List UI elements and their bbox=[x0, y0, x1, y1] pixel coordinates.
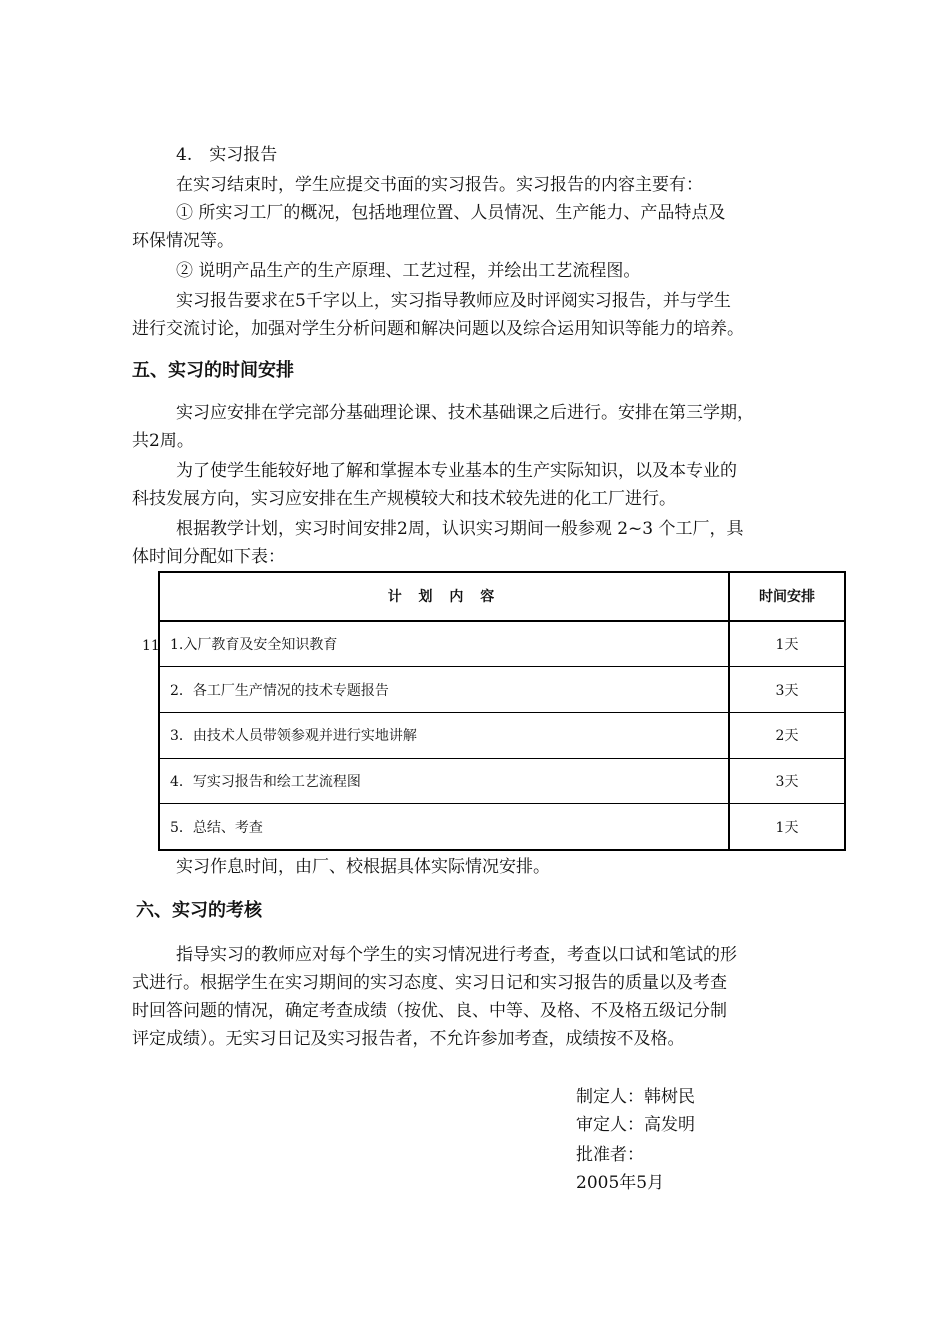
section-6-line1: 指导实习的教师应对每个学生的实习情况进行考查，考查以口试和笔试的形 bbox=[176, 945, 737, 965]
section-5-p3-line1: 根据教学计划，实习时间安排2周，认识实习期间一般参观 2~3 个工厂，具 bbox=[176, 519, 744, 539]
table-header-row bbox=[159, 572, 845, 621]
signature-approver: 批准者： bbox=[576, 1145, 644, 1165]
table-row bbox=[159, 621, 845, 667]
section-4-intro: 在实习结束时，学生应提交书面的实习报告。实习报告的内容主要有： bbox=[176, 175, 703, 195]
section-4-requirement-line2: 进行交流讨论，加强对学生分析问题和解决问题以及综合运用知识等能力的培养。 bbox=[132, 319, 744, 339]
section-5-p2-line2: 科技发展方向，实习应安排在生产规模较大和技术较先进的化工厂进行。 bbox=[132, 489, 676, 509]
table-cell-content: 5．总结、考查 bbox=[159, 804, 729, 850]
section-6-line4: 评定成绩）。无实习日记及实习报告者，不允许参加考查，成绩按不及格。 bbox=[132, 1029, 685, 1049]
table-row bbox=[159, 804, 845, 850]
table-row-prefix: 11 bbox=[142, 638, 160, 654]
signature-date: 2005年5月 bbox=[576, 1173, 665, 1193]
table-header-time: 时间安排 bbox=[729, 572, 845, 621]
section-5-p2-line1: 为了使学生能较好地了解和掌握本专业基本的生产实际知识，以及本专业的 bbox=[176, 461, 737, 481]
section-4-heading: 4. 实习报告 bbox=[176, 145, 278, 165]
table-cell-content: 3．由技术人员带领参观并进行实地讲解 bbox=[159, 713, 729, 759]
section-5-p1-line1: 实习应安排在学完部分基础理论课、技术基础课之后进行。安排在第三学期， bbox=[176, 403, 754, 423]
table-row bbox=[159, 713, 845, 759]
section-5-heading: 五、实习的时间安排 bbox=[132, 360, 294, 381]
section-4-requirement-line1: 实习报告要求在5千字以上，实习指导教师应及时评阅实习报告，并与学生 bbox=[176, 291, 731, 311]
table-header-content: 计 划 内 容 bbox=[159, 572, 729, 621]
section-5-p3-line2: 体时间分配如下表： bbox=[132, 547, 285, 567]
section-6-heading: 六、实习的考核 bbox=[136, 900, 262, 921]
section-4-item1-line2: 环保情况等。 bbox=[132, 231, 234, 251]
table-cell-content: 1.入厂教育及安全知识教育 bbox=[159, 621, 729, 667]
signature-author: 制定人：韩树民 bbox=[576, 1087, 695, 1107]
section-6-line3: 时回答问题的情况，确定考查成绩（按优、良、中等、及格、不及格五级记分制 bbox=[132, 1001, 727, 1021]
table-cell-time: 3天 bbox=[729, 667, 845, 713]
section-5-after-table: 实习作息时间，由厂、校根据具体实际情况安排。 bbox=[176, 857, 550, 877]
table-row bbox=[159, 758, 845, 804]
table-cell-time: 2天 bbox=[729, 713, 845, 759]
table-cell-content: 2．各工厂生产情况的技术专题报告 bbox=[159, 667, 729, 713]
section-4-item2: ② 说明产品生产的生产原理、工艺过程，并绘出工艺流程图。 bbox=[176, 261, 641, 281]
table-cell-time: 3天 bbox=[729, 758, 845, 804]
table-cell-time: 1天 bbox=[729, 621, 845, 667]
section-4-item1-line1: ① 所实习工厂的概况，包括地理位置、人员情况、生产能力、产品特点及 bbox=[176, 203, 726, 223]
section-5-p1-line2: 共2周。 bbox=[132, 431, 194, 451]
schedule-table bbox=[158, 571, 846, 851]
table-row bbox=[159, 667, 845, 713]
table-cell-content: 4．写实习报告和绘工艺流程图 bbox=[159, 758, 729, 804]
signature-reviewer: 审定人：高发明 bbox=[576, 1115, 695, 1135]
section-6-line2: 式进行。根据学生在实习期间的实习态度、实习日记和实习报告的质量以及考查 bbox=[132, 973, 727, 993]
table-cell-time: 1天 bbox=[729, 804, 845, 850]
